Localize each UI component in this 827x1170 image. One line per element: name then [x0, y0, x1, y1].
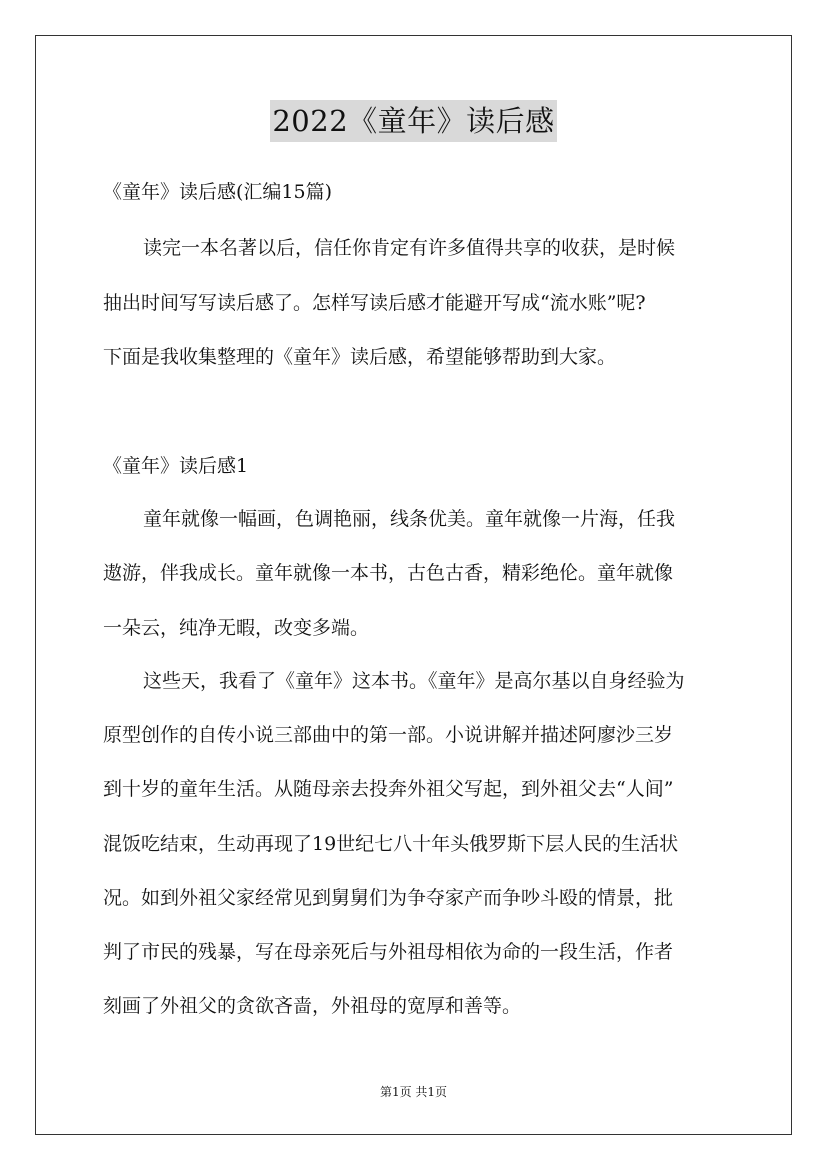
intro-line-1: 读完一本名著以后，信任你肯定有许多值得共享的收获，是时候 — [143, 237, 676, 259]
section-heading: 《童年》读后感1 — [103, 455, 249, 477]
paragraph2-line-5: 况。如到外祖父家经常见到舅舅们为争夺家产而争吵斗殴的情景，批 — [103, 887, 674, 909]
intro-line-3: 下面是我收集整理的《童年》读后感，希望能够帮助到大家。 — [103, 346, 617, 368]
paragraph2-line-3: 到十岁的童年生活。从随母亲去投奔外祖父写起，到外祖父去“人间” — [103, 778, 674, 800]
document-title: 2022《童年》读后感 — [270, 100, 556, 142]
paragraph2-line-2: 原型创作的自传小说三部曲中的第一部。小说讲解并描述阿廖沙三岁 — [103, 724, 674, 746]
paragraph2-line-6: 判了市民的残暴，写在母亲死后与外祖母相依为命的一段生活，作者 — [103, 941, 674, 963]
paragraph2-line-7: 刻画了外祖父的贪欲吝啬，外祖母的宽厚和善等。 — [103, 995, 522, 1017]
paragraph1-line-2: 遨游，伴我成长。童年就像一本书，古色古香，精彩绝伦。童年就像 — [103, 562, 674, 584]
paragraph2-line-4: 混饭吃结束，生动再现了19世纪七八十年头俄罗斯下层人民的生活状 — [103, 833, 679, 855]
title-container — [0, 100, 827, 142]
paragraph1-line-1: 童年就像一幅画，色调艳丽，线条优美。童年就像一片海，任我 — [143, 508, 676, 530]
paragraph1-line-3: 一朵云，纯净无暇，改变多端。 — [103, 617, 370, 639]
document-subtitle: 《童年》读后感(汇编15篇) — [103, 181, 333, 203]
intro-line-2: 抽出时间写写读后感了。怎样写读后感才能避开写成“流水账”呢? — [103, 292, 646, 314]
paragraph2-line-1: 这些天，我看了《童年》这本书。《童年》是高尔基以自身经验为 — [143, 670, 685, 692]
page-footer: 第1页 共1页 — [379, 1085, 448, 1099]
